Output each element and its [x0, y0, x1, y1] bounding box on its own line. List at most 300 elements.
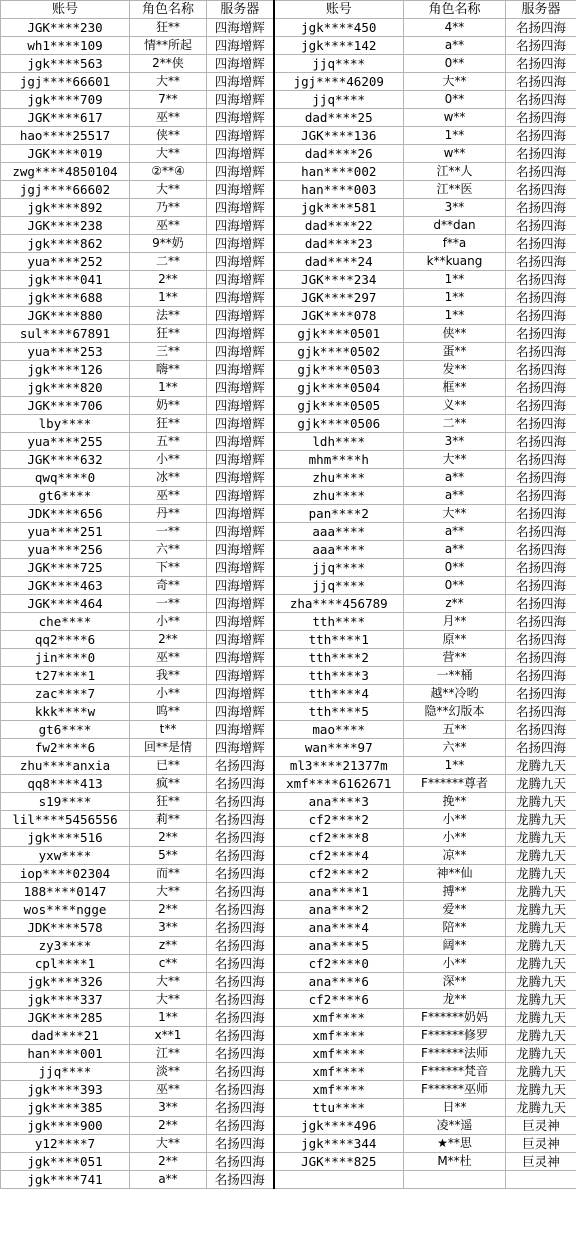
cell-role-name: 巫**	[130, 109, 207, 127]
table-row	[1, 181, 576, 199]
cell-account: gjk****0501	[274, 325, 404, 343]
header-server: 服务器	[506, 1, 576, 19]
table-row	[1, 955, 576, 973]
cell-server: 四海增辉	[207, 307, 274, 325]
cell-account: JGK****078	[274, 307, 404, 325]
cell-account: qq8****413	[1, 775, 130, 793]
cell-server: 四海增辉	[207, 361, 274, 379]
table-row	[1, 973, 576, 991]
cell-server: 四海增辉	[207, 235, 274, 253]
table-row	[1, 109, 576, 127]
cell-account: gjk****0506	[274, 415, 404, 433]
cell-account: JGK****234	[274, 271, 404, 289]
cell-server: 名扬四海	[506, 217, 576, 235]
cell-account: jgk****516	[1, 829, 130, 847]
cell-role-name: w**	[404, 109, 506, 127]
cell-role-name: z**	[404, 595, 506, 613]
cell-role-name: F******巫师	[404, 1081, 506, 1099]
cell-server: 名扬四海	[506, 37, 576, 55]
cell-server: 名扬四海	[506, 433, 576, 451]
table-row	[1, 811, 576, 829]
table-row	[1, 55, 576, 73]
table-row	[1, 199, 576, 217]
cell-server: 名扬四海	[506, 559, 576, 577]
cell-server: 名扬四海	[207, 1081, 274, 1099]
header-server: 服务器	[207, 1, 274, 19]
table-row	[1, 1045, 576, 1063]
table-row	[1, 451, 576, 469]
cell-role-name: 2**	[130, 1117, 207, 1135]
table-row	[1, 1153, 576, 1171]
cell-account: xmf****	[274, 1081, 404, 1099]
cell-server: 名扬四海	[506, 199, 576, 217]
cell-role-name: 隐**幻版本	[404, 703, 506, 721]
cell-server: 名扬四海	[506, 127, 576, 145]
cell-server: 名扬四海	[506, 703, 576, 721]
cell-account: jgk****142	[274, 37, 404, 55]
cell-role-name: 2**侠	[130, 55, 207, 73]
table-row	[1, 919, 576, 937]
table-row	[1, 379, 576, 397]
cell-server: 四海增辉	[207, 487, 274, 505]
cell-account: jgk****581	[274, 199, 404, 217]
cell-server: 四海增辉	[207, 37, 274, 55]
cell-server: 巨灵神	[506, 1153, 576, 1171]
cell-server: 名扬四海	[506, 19, 576, 37]
cell-account: ml3****21377m	[274, 757, 404, 775]
cell-server: 四海增辉	[207, 289, 274, 307]
table-row	[1, 1009, 576, 1027]
cell-server: 名扬四海	[207, 1171, 274, 1189]
cell-account: jgj****66601	[1, 73, 130, 91]
cell-account: jgj****66602	[1, 181, 130, 199]
cell-role-name	[404, 1171, 506, 1189]
cell-account: JGK****880	[1, 307, 130, 325]
cell-account: ldh****	[274, 433, 404, 451]
cell-role-name: 五**	[404, 721, 506, 739]
cell-server: 四海增辉	[207, 595, 274, 613]
cell-account: aaa****	[274, 541, 404, 559]
cell-role-name: 大**	[404, 451, 506, 469]
cell-account: gjk****0503	[274, 361, 404, 379]
cell-role-name: 0**	[404, 91, 506, 109]
cell-server: 四海增辉	[207, 433, 274, 451]
cell-role-name: 二**	[404, 415, 506, 433]
cell-account: lil****5456556	[1, 811, 130, 829]
cell-role-name: 小**	[404, 811, 506, 829]
table-row	[1, 721, 576, 739]
cell-server: 龙腾九天	[506, 757, 576, 775]
cell-account: yua****253	[1, 343, 130, 361]
cell-role-name: 营**	[404, 649, 506, 667]
table-row	[1, 1171, 576, 1189]
cell-role-name: 4**	[404, 19, 506, 37]
cell-role-name: 大**	[130, 73, 207, 91]
cell-server: 四海增辉	[207, 613, 274, 631]
header-role-name: 角色名称	[404, 1, 506, 19]
cell-role-name: 而**	[130, 865, 207, 883]
table-row	[1, 415, 576, 433]
cell-role-name: 情**所起	[130, 37, 207, 55]
cell-role-name: a**	[130, 1171, 207, 1189]
cell-account: mao****	[274, 721, 404, 739]
cell-role-name: 淡**	[130, 1063, 207, 1081]
cell-role-name: 框**	[404, 379, 506, 397]
cell-server: 四海增辉	[207, 397, 274, 415]
cell-account: cf2****8	[274, 829, 404, 847]
cell-server: 名扬四海	[506, 613, 576, 631]
cell-account: zwg****4850104	[1, 163, 130, 181]
cell-role-name: 小**	[404, 829, 506, 847]
table-row	[1, 343, 576, 361]
cell-server: 名扬四海	[506, 91, 576, 109]
cell-account: y12****7	[1, 1135, 130, 1153]
cell-role-name: 大**	[404, 505, 506, 523]
cell-role-name: 日**	[404, 1099, 506, 1117]
cell-account: ttu****	[274, 1099, 404, 1117]
cell-server: 名扬四海	[207, 991, 274, 1009]
cell-server: 四海增辉	[207, 127, 274, 145]
table-row	[1, 217, 576, 235]
cell-role-name: 江**医	[404, 181, 506, 199]
cell-server: 名扬四海	[506, 397, 576, 415]
cell-account: gjk****0504	[274, 379, 404, 397]
cell-role-name: w**	[404, 145, 506, 163]
cell-server: 名扬四海	[506, 253, 576, 271]
cell-role-name: 0**	[404, 559, 506, 577]
cell-server: 四海增辉	[207, 523, 274, 541]
cell-role-name: 1**	[130, 1009, 207, 1027]
cell-role-name: 2**	[130, 631, 207, 649]
cell-account: JGK****238	[1, 217, 130, 235]
table-row	[1, 325, 576, 343]
cell-role-name: 大**	[404, 73, 506, 91]
cell-account: JGK****617	[1, 109, 130, 127]
table-row	[1, 577, 576, 595]
cell-account: qq2****6	[1, 631, 130, 649]
table-row	[1, 847, 576, 865]
cell-account: JGK****297	[274, 289, 404, 307]
table-row	[1, 1117, 576, 1135]
cell-account: ana****1	[274, 883, 404, 901]
cell-server: 四海增辉	[207, 55, 274, 73]
cell-account: xmf****	[274, 1063, 404, 1081]
cell-role-name: 大**	[130, 181, 207, 199]
cell-account: jjq****	[274, 55, 404, 73]
cell-account: han****001	[1, 1045, 130, 1063]
cell-account: yua****256	[1, 541, 130, 559]
cell-server: 龙腾九天	[506, 829, 576, 847]
cell-role-name: 狂**	[130, 793, 207, 811]
cell-role-name: 搏**	[404, 883, 506, 901]
cell-role-name: 莉**	[130, 811, 207, 829]
cell-server	[506, 1171, 576, 1189]
cell-role-name: a**	[404, 37, 506, 55]
cell-role-name: 5**	[130, 847, 207, 865]
table-row	[1, 1027, 576, 1045]
cell-role-name: 小**	[404, 955, 506, 973]
cell-role-name: 9**奶	[130, 235, 207, 253]
cell-account: iop****02304	[1, 865, 130, 883]
table-row	[1, 595, 576, 613]
cell-server: 名扬四海	[207, 757, 274, 775]
cell-account: dad****24	[274, 253, 404, 271]
cell-server: 四海增辉	[207, 649, 274, 667]
cell-server: 四海增辉	[207, 577, 274, 595]
table-row	[1, 1081, 576, 1099]
cell-role-name: 2**	[130, 829, 207, 847]
cell-server: 名扬四海	[207, 883, 274, 901]
cell-role-name: k**kuang	[404, 253, 506, 271]
cell-account: xmf****	[274, 1027, 404, 1045]
cell-account: tth****2	[274, 649, 404, 667]
cell-account: jgk****450	[274, 19, 404, 37]
cell-server: 四海增辉	[207, 559, 274, 577]
cell-account: yua****252	[1, 253, 130, 271]
cell-account: ana****2	[274, 901, 404, 919]
cell-server: 四海增辉	[207, 451, 274, 469]
cell-account: ana****6	[274, 973, 404, 991]
cell-role-name: 小**	[130, 613, 207, 631]
cell-role-name: 发**	[404, 361, 506, 379]
table-row	[1, 73, 576, 91]
cell-server: 四海增辉	[207, 343, 274, 361]
cell-server: 四海增辉	[207, 163, 274, 181]
cell-role-name: 六**	[130, 541, 207, 559]
cell-account: gt6****	[1, 721, 130, 739]
cell-server: 龙腾九天	[506, 775, 576, 793]
table-row	[1, 487, 576, 505]
cell-server: 名扬四海	[506, 595, 576, 613]
cell-role-name: 狂**	[130, 19, 207, 37]
cell-server: 名扬四海	[506, 325, 576, 343]
cell-role-name: 嗨**	[130, 361, 207, 379]
table-row	[1, 253, 576, 271]
cell-account: tth****	[274, 613, 404, 631]
cell-server: 名扬四海	[207, 1099, 274, 1117]
cell-role-name: 我**	[130, 667, 207, 685]
table-row	[1, 469, 576, 487]
table-row	[1, 703, 576, 721]
table-row	[1, 883, 576, 901]
cell-server: 四海增辉	[207, 109, 274, 127]
cell-role-name: 2**	[130, 271, 207, 289]
cell-role-name: 1**	[130, 379, 207, 397]
cell-account: dad****23	[274, 235, 404, 253]
cell-role-name: t**	[130, 721, 207, 739]
cell-server: 龙腾九天	[506, 1045, 576, 1063]
cell-role-name: 大**	[130, 883, 207, 901]
cell-account: 188****0147	[1, 883, 130, 901]
cell-role-name: 大**	[130, 1135, 207, 1153]
cell-account: jgk****820	[1, 379, 130, 397]
cell-role-name: 2**	[130, 1153, 207, 1171]
cell-server: 名扬四海	[207, 1153, 274, 1171]
header-role-name: 角色名称	[130, 1, 207, 19]
cell-server: 龙腾九天	[506, 1027, 576, 1045]
cell-server: 名扬四海	[207, 1009, 274, 1027]
table-row	[1, 163, 576, 181]
table-row	[1, 739, 576, 757]
cell-role-name: a**	[404, 541, 506, 559]
table-row	[1, 631, 576, 649]
table-row	[1, 397, 576, 415]
cell-role-name: 1**	[404, 307, 506, 325]
cell-role-name: 蛋**	[404, 343, 506, 361]
cell-server: 名扬四海	[207, 1045, 274, 1063]
cell-server: 名扬四海	[506, 577, 576, 595]
cell-account: jjq****	[274, 577, 404, 595]
cell-server: 名扬四海	[506, 523, 576, 541]
cell-account: pan****2	[274, 505, 404, 523]
cell-account: gjk****0502	[274, 343, 404, 361]
cell-account: yua****255	[1, 433, 130, 451]
cell-role-name: 巫**	[130, 649, 207, 667]
cell-role-name: 小**	[130, 685, 207, 703]
table-row	[1, 793, 576, 811]
cell-account: dad****21	[1, 1027, 130, 1045]
cell-role-name: 二**	[130, 253, 207, 271]
cell-server: 龙腾九天	[506, 847, 576, 865]
cell-account: jgj****46209	[274, 73, 404, 91]
cell-account: jgk****892	[1, 199, 130, 217]
cell-role-name: z**	[130, 937, 207, 955]
cell-role-name: 大**	[130, 991, 207, 1009]
table-row	[1, 559, 576, 577]
cell-role-name: 疯**	[130, 775, 207, 793]
cell-account: JDK****578	[1, 919, 130, 937]
cell-role-name: 小**	[130, 451, 207, 469]
table-row	[1, 613, 576, 631]
cell-account: gt6****	[1, 487, 130, 505]
cell-role-name: 巫**	[130, 487, 207, 505]
cell-server: 名扬四海	[506, 487, 576, 505]
table-row	[1, 757, 576, 775]
cell-server: 龙腾九天	[506, 955, 576, 973]
cell-server: 名扬四海	[506, 361, 576, 379]
cell-server: 四海增辉	[207, 703, 274, 721]
cell-server: 名扬四海	[506, 235, 576, 253]
cell-server: 四海增辉	[207, 739, 274, 757]
cell-server: 名扬四海	[207, 829, 274, 847]
cell-account: JGK****725	[1, 559, 130, 577]
table-row	[1, 505, 576, 523]
cell-role-name: M**杜	[404, 1153, 506, 1171]
cell-account: dad****22	[274, 217, 404, 235]
cell-account: zy3****	[1, 937, 130, 955]
cell-server: 名扬四海	[506, 181, 576, 199]
cell-account: jgk****051	[1, 1153, 130, 1171]
table-row	[1, 1063, 576, 1081]
table-row	[1, 19, 576, 37]
cell-server: 名扬四海	[207, 919, 274, 937]
cell-server: 四海增辉	[207, 415, 274, 433]
cell-role-name: 神**仙	[404, 865, 506, 883]
cell-role-name: 大**	[130, 145, 207, 163]
cell-account: tth****4	[274, 685, 404, 703]
cell-role-name: 3**	[130, 919, 207, 937]
cell-role-name: 法**	[130, 307, 207, 325]
cell-role-name: a**	[404, 487, 506, 505]
header-account: 账号	[1, 1, 130, 19]
cell-role-name: 已**	[130, 757, 207, 775]
cell-role-name: 1**	[404, 757, 506, 775]
cell-account: yxw****	[1, 847, 130, 865]
table-row	[1, 145, 576, 163]
cell-server: 巨灵神	[506, 1135, 576, 1153]
cell-server: 龙腾九天	[506, 991, 576, 1009]
cell-account: wh1****109	[1, 37, 130, 55]
cell-server: 名扬四海	[506, 271, 576, 289]
cell-account: han****003	[274, 181, 404, 199]
cell-role-name: 0**	[404, 55, 506, 73]
cell-account: s19****	[1, 793, 130, 811]
table-row	[1, 685, 576, 703]
cell-role-name: 3**	[404, 433, 506, 451]
cell-role-name: 3**	[404, 199, 506, 217]
cell-account: jgk****709	[1, 91, 130, 109]
cell-server: 名扬四海	[207, 775, 274, 793]
table-row	[1, 829, 576, 847]
cell-role-name: 五**	[130, 433, 207, 451]
cell-role-name: 7**	[130, 91, 207, 109]
cell-account: jgk****563	[1, 55, 130, 73]
cell-account: jgk****862	[1, 235, 130, 253]
cell-server: 名扬四海	[506, 55, 576, 73]
cell-account: jjq****	[274, 559, 404, 577]
cell-role-name: 大**	[130, 973, 207, 991]
cell-role-name: f**a	[404, 235, 506, 253]
cell-account: tth****3	[274, 667, 404, 685]
cell-account: jgk****900	[1, 1117, 130, 1135]
cell-server: 四海增辉	[207, 19, 274, 37]
cell-role-name: 狂**	[130, 325, 207, 343]
cell-account: JGK****230	[1, 19, 130, 37]
cell-account: aaa****	[274, 523, 404, 541]
cell-account: cf2****0	[274, 955, 404, 973]
cell-account: cpl****1	[1, 955, 130, 973]
cell-role-name: 呜**	[130, 703, 207, 721]
cell-server: 名扬四海	[207, 901, 274, 919]
cell-server: 名扬四海	[506, 109, 576, 127]
cell-server: 四海增辉	[207, 667, 274, 685]
cell-server: 四海增辉	[207, 73, 274, 91]
cell-account: qwq****0	[1, 469, 130, 487]
table-body	[1, 19, 576, 1189]
cell-account: han****002	[274, 163, 404, 181]
cell-server: 名扬四海	[207, 973, 274, 991]
cell-role-name: 奇**	[130, 577, 207, 595]
cell-server: 名扬四海	[506, 631, 576, 649]
cell-server: 名扬四海	[506, 379, 576, 397]
cell-role-name: 凌**遥	[404, 1117, 506, 1135]
cell-account: jgk****688	[1, 289, 130, 307]
table-row	[1, 1135, 576, 1153]
cell-role-name: 一**	[130, 595, 207, 613]
cell-server: 四海增辉	[207, 721, 274, 739]
cell-role-name: 一**	[130, 523, 207, 541]
cell-server: 名扬四海	[506, 145, 576, 163]
cell-role-name: 回**是情	[130, 739, 207, 757]
cell-server: 巨灵神	[506, 1117, 576, 1135]
cell-server: 龙腾九天	[506, 1009, 576, 1027]
cell-account: ana****3	[274, 793, 404, 811]
table-row	[1, 127, 576, 145]
cell-account: wos****ngge	[1, 901, 130, 919]
cell-account: JGK****019	[1, 145, 130, 163]
cell-account: jgk****326	[1, 973, 130, 991]
cell-account: jjq****	[1, 1063, 130, 1081]
